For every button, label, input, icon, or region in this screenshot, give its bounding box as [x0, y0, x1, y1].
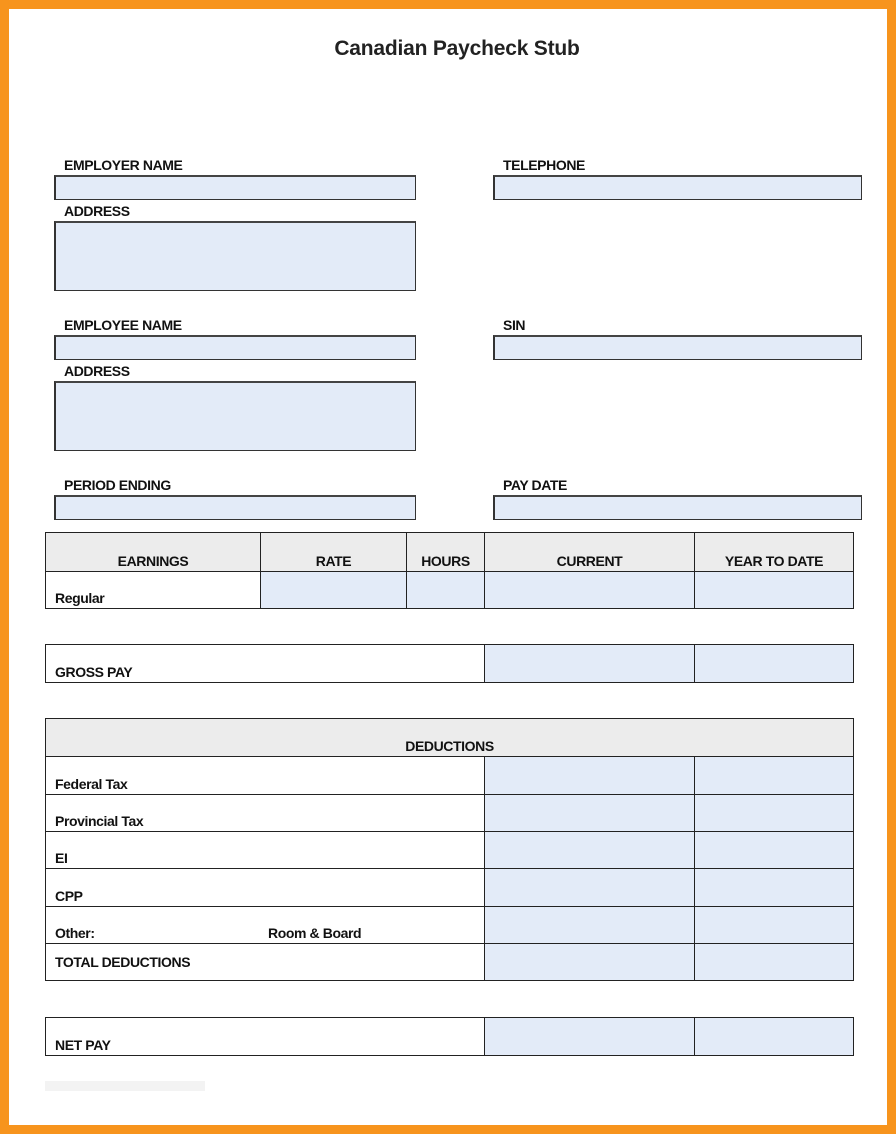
provincial-tax-ytd-field[interactable] — [695, 795, 854, 832]
other-current-field[interactable] — [485, 907, 695, 944]
table-row — [46, 645, 854, 683]
pay-date-field[interactable] — [493, 495, 862, 520]
regular-hours-field[interactable] — [407, 572, 485, 609]
employee-name-label: EMPLOYEE NAME — [64, 317, 182, 333]
ei-ytd-field[interactable] — [695, 832, 854, 869]
total-deductions-current-field[interactable] — [485, 944, 695, 981]
ei-label: EI — [46, 832, 485, 869]
ytd-header: YEAR TO DATE — [695, 533, 854, 572]
telephone-field[interactable] — [493, 175, 862, 200]
employer-address-field[interactable] — [54, 221, 416, 291]
net-pay-label: NET PAY — [46, 1018, 485, 1056]
sin-field[interactable] — [493, 335, 862, 360]
net-pay-ytd-field[interactable] — [695, 1018, 854, 1056]
regular-ytd-field[interactable] — [695, 572, 854, 609]
federal-tax-ytd-field[interactable] — [695, 757, 854, 795]
page-title: Canadian Paycheck Stub — [334, 37, 580, 60]
table-row — [46, 795, 854, 832]
rate-header: RATE — [261, 533, 407, 572]
faint-footer-mark — [45, 1081, 205, 1091]
deductions-table — [45, 718, 854, 981]
other-ytd-field[interactable] — [695, 907, 854, 944]
federal-tax-current-field[interactable] — [485, 757, 695, 795]
table-row — [46, 757, 854, 795]
total-deductions-label: TOTAL DEDUCTIONS — [46, 944, 485, 981]
gross-pay-ytd-field[interactable] — [695, 645, 854, 683]
other-row-label — [46, 907, 485, 944]
employer-address-label: ADDRESS — [64, 203, 130, 219]
regular-rate-field[interactable] — [261, 572, 407, 609]
employee-address-field[interactable] — [54, 381, 416, 451]
gross-pay-label: GROSS PAY — [46, 645, 485, 683]
regular-current-field[interactable] — [485, 572, 695, 609]
earnings-table — [45, 532, 854, 609]
table-row — [46, 907, 854, 944]
cpp-ytd-field[interactable] — [695, 869, 854, 907]
table-row — [46, 572, 854, 609]
provincial-tax-label: Provincial Tax — [46, 795, 485, 832]
gross-pay-table — [45, 644, 854, 683]
employee-name-field[interactable] — [54, 335, 416, 360]
earnings-header: EARNINGS — [46, 533, 261, 572]
telephone-label: TELEPHONE — [503, 157, 585, 173]
employer-name-label: EMPLOYER NAME — [64, 157, 183, 173]
room-board-label: Room & Board — [268, 925, 362, 941]
table-row — [46, 1018, 854, 1056]
current-header: CURRENT — [485, 533, 695, 572]
gross-pay-current-field[interactable] — [485, 645, 695, 683]
employer-name-field[interactable] — [54, 175, 416, 200]
cpp-label: CPP — [46, 869, 485, 907]
cpp-current-field[interactable] — [485, 869, 695, 907]
net-pay-table — [45, 1017, 854, 1056]
hours-header: HOURS — [407, 533, 485, 572]
employee-address-label: ADDRESS — [64, 363, 130, 379]
table-row — [46, 869, 854, 907]
table-row — [46, 832, 854, 869]
table-row — [46, 944, 854, 981]
period-ending-label: PERIOD ENDING — [64, 477, 171, 493]
ei-current-field[interactable] — [485, 832, 695, 869]
net-pay-current-field[interactable] — [485, 1018, 695, 1056]
sin-label: SIN — [503, 317, 526, 333]
total-deductions-ytd-field[interactable] — [695, 944, 854, 981]
deductions-header: DEDUCTIONS — [46, 719, 854, 757]
provincial-tax-current-field[interactable] — [485, 795, 695, 832]
federal-tax-label: Federal Tax — [46, 757, 485, 795]
pay-date-label: PAY DATE — [503, 477, 567, 493]
period-ending-field[interactable] — [54, 495, 416, 520]
other-label: Other: — [55, 925, 95, 941]
regular-label: Regular — [46, 572, 261, 609]
